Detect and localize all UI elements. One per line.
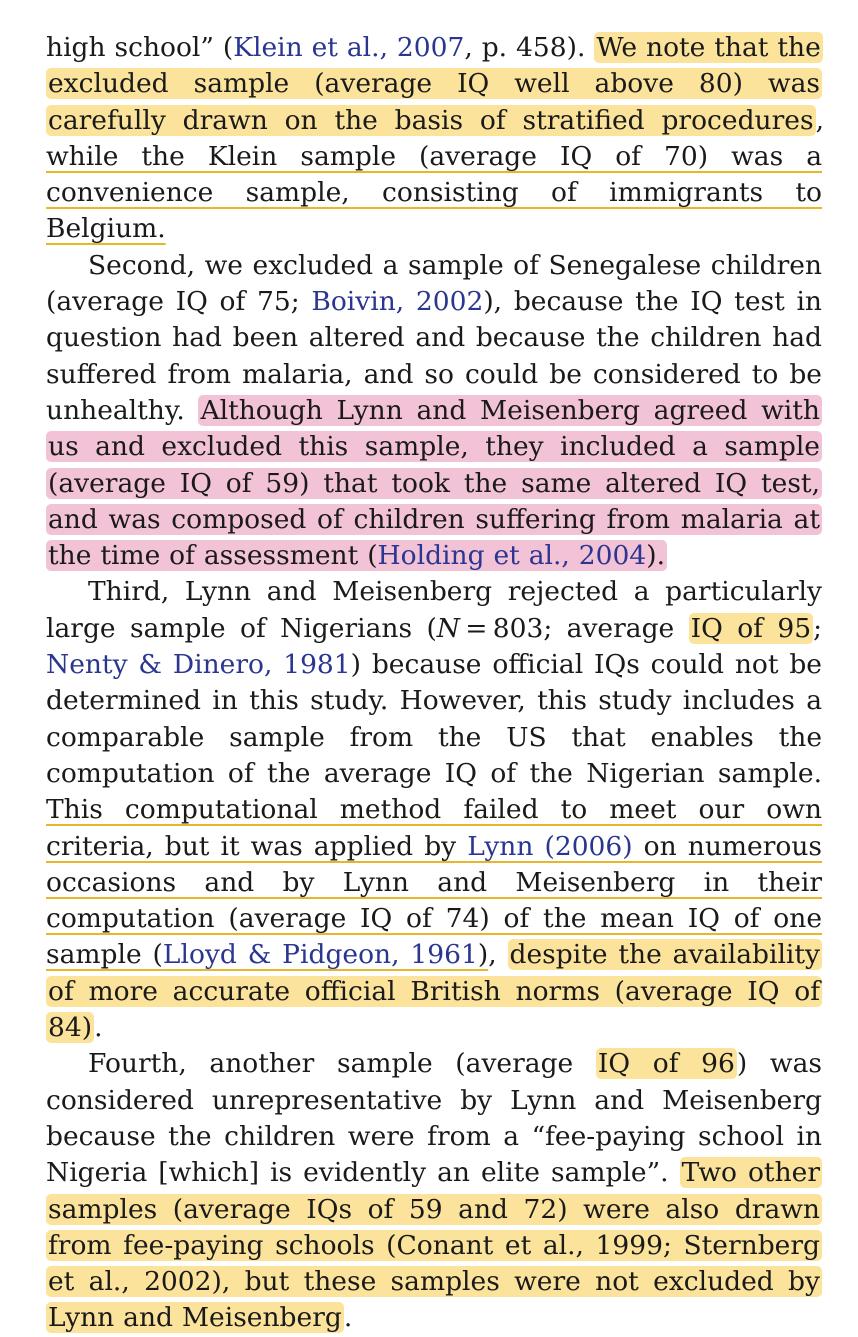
paragraph-2 xyxy=(46,248,822,575)
yellow-highlight: Two other samples (average IQs of 59 and 72) were also drawn from fee-paying schools (Conant et al., 1999; Sternberg et al., 2002), but these samples were not excluded by Lynn and Meisenberg xyxy=(48,1157,820,1334)
text: ), because the IQ test in question had been altered and because the children had suffered from malaria, and so could be considered to be unhealthy. xyxy=(46,286,822,426)
text: . xyxy=(343,1302,353,1334)
text: , xyxy=(815,104,824,136)
variable-n: N xyxy=(436,612,460,644)
yellow-highlight: We note that the excluded sample (average IQ well above 80) was carefully drawn on the basis of stratified procedures xyxy=(48,32,821,136)
paragraph-1 xyxy=(46,30,822,248)
text: . xyxy=(94,1012,103,1044)
citation-link[interactable]: Holding et al., 2004 xyxy=(377,540,647,572)
paragraph-4 xyxy=(46,1046,822,1336)
text: , xyxy=(488,939,508,971)
text: Third, Lynn and Meisenberg rejected a particularly large sample of Nigerians ( xyxy=(46,576,822,644)
text: Second, we excluded a sample of Senegalese children (average IQ of 75; xyxy=(46,249,822,318)
text: , p. 458). xyxy=(464,32,595,63)
underlined-segment: on numerous occasions and by Lynn and Meisenberg in their computation (average IQ of 74) of the mean IQ of one sample ( xyxy=(46,830,823,971)
underlined-segment: ) xyxy=(477,939,489,971)
underlined-text: while the Klein sample (average IQ of 70) was a convenience sample, consisting of immigrants to Belgium. xyxy=(46,140,822,245)
text: ) because official IQs could not be determined in this study. However, this study includes a comparable sample from the US that enables the computation of the average IQ of the Nigerian sample. xyxy=(46,649,822,789)
text: Fourth, another sample (average xyxy=(88,1048,596,1080)
yellow-highlight: IQ of 96 xyxy=(597,1048,735,1080)
yellow-highlight: IQ of 95 xyxy=(690,612,812,644)
text: ; xyxy=(813,612,823,644)
text: = 803; average xyxy=(459,612,689,644)
underlined-segment: This computational method failed to meet our own criteria, but it was applied by xyxy=(46,794,822,862)
citation-link[interactable]: Boivin, 2002 xyxy=(311,286,484,318)
text: high school” ( xyxy=(46,32,234,63)
yellow-highlight: despite the availability of more accurate official British norms (average IQ of 84) xyxy=(48,939,821,1044)
citation-link[interactable]: Lloyd & Pidgeon, 1961 xyxy=(162,939,478,971)
text: ) was considered unrepresentative by Lynn and Meisenberg because the children were from a “fee-paying school in Nigeria [which] is evidently an elite sample”. xyxy=(46,1048,822,1189)
paragraph-3 xyxy=(46,574,822,1046)
citation-link[interactable]: Nenty & Dinero, 1981 xyxy=(46,649,351,681)
citation-link[interactable]: Lynn (2006) xyxy=(467,830,633,862)
citation-link[interactable]: Klein et al., 2007 xyxy=(233,32,465,63)
highlight-text: Although Lynn and Meisenberg agreed with us and excluded this sample, they included a sample (average IQ of 59) that took the same altered IQ test, and was composed of children suffering from malaria at the time of assessment ( xyxy=(48,394,820,572)
highlight-text: ). xyxy=(646,540,665,572)
